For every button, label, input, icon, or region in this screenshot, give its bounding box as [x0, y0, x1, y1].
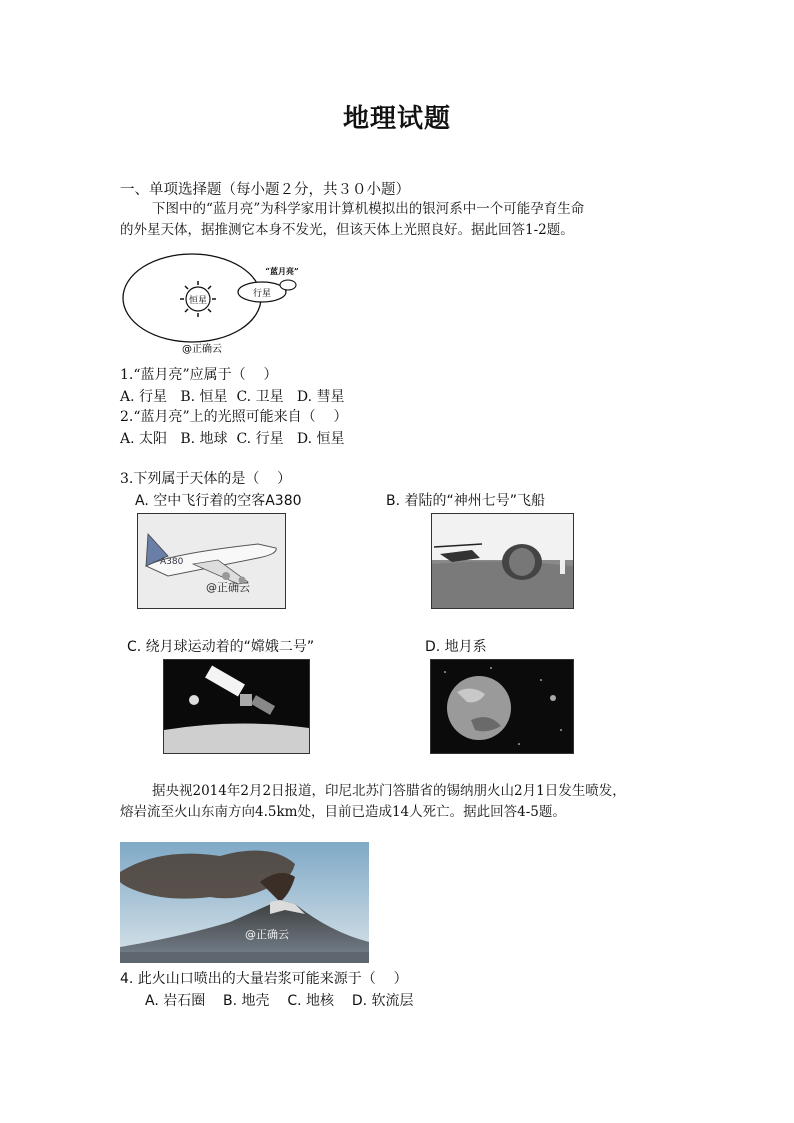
satellite-icon: [164, 660, 309, 753]
question-4-options: A. 岩石圈 B. 地壳 C. 地核 D. 软流层: [145, 993, 414, 1009]
section-heading: 一、单项选择题（每小题２分，共３０小题）: [120, 182, 410, 198]
capsule-icon: [432, 514, 573, 608]
question-3-option-a: A. 空中飞行着的空客A380: [135, 493, 302, 509]
lunar-orbiter-photo: [163, 659, 310, 754]
page-title: 地理试题: [342, 104, 451, 134]
watermark: @正确云: [182, 344, 222, 355]
volcano-eruption-icon: [120, 842, 369, 963]
planet-label: 行星: [252, 289, 272, 299]
star-label: 恒星: [188, 296, 208, 306]
moon-ellipse: [280, 280, 296, 290]
earth-moon-photo: [430, 659, 574, 754]
question-2-stem: 2.“蓝月亮”上的光照可能来自（ ）: [120, 409, 348, 425]
plane-text: A380: [160, 557, 184, 567]
earth-moon-icon: [431, 660, 573, 753]
moon-label: “蓝月亮”: [265, 266, 299, 276]
question-4-stem: 4. 此火山口喷出的大量岩浆可能来源于（ ）: [120, 971, 408, 987]
intro-paragraph-1-line-1: 下图中的“蓝月亮”为科学家用计算机模拟出的银河系中一个可能孕育生命: [152, 201, 585, 217]
question-3-option-b: B. 着陆的“神州七号”飞船: [386, 493, 546, 509]
question-3-stem: 3.下列属于天体的是（ ）: [120, 471, 292, 487]
question-2-options: A. 太阳 B. 地球 C. 行星 D. 恒星: [120, 431, 345, 447]
watermark: @正确云: [206, 581, 250, 594]
volcano-photo: [120, 842, 369, 963]
capsule-photo: [431, 513, 574, 609]
intro-paragraph-1-line-2: 的外星天体，据推测它本身不发光，但该天体上光照良好。据此回答1-2题。: [120, 222, 574, 238]
watermark: @正确云: [245, 928, 289, 941]
question-3-option-d: D. 地月系: [425, 639, 487, 655]
airplane-photo: [137, 513, 286, 609]
question-3-option-c: C. 绕月球运动着的“嫦娥二号”: [127, 639, 315, 655]
question-1-stem: 1.“蓝月亮”应属于（ ）: [120, 367, 278, 383]
orbit-diagram: [120, 250, 320, 360]
intro-paragraph-2-line-1: 据央视2014年2月2日报道，印尼北苏门答腊省的锡纳朋火山2月1日发生喷发，: [152, 783, 626, 799]
intro-paragraph-2-line-2: 熔岩流至火山东南方向4.5km处，目前已造成14人死亡。据此回答4-5题。: [120, 804, 566, 820]
question-1-options: A. 行星 B. 恒星 C. 卫星 D. 彗星: [120, 389, 345, 405]
